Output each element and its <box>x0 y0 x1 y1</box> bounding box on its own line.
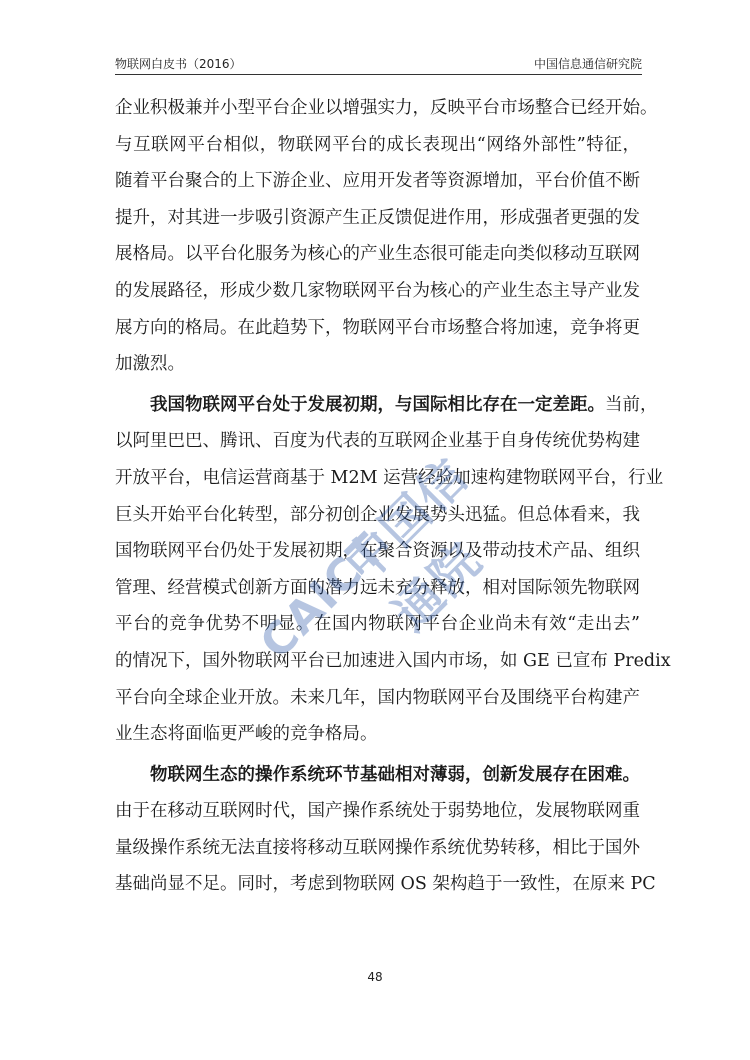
text-segment: 当前， <box>605 394 658 415</box>
text-line <box>115 643 671 680</box>
text-segment: 量级操作系统无法直接将移动互联网操作系统优势转移，相比于国外 <box>115 837 640 858</box>
page-header <box>115 52 642 75</box>
text-line <box>115 716 640 753</box>
text-segment: 与互联网平台相似，物联网平台的成长表现出“网络外部性”特征， <box>115 134 640 155</box>
text-line <box>115 163 640 200</box>
text-line <box>115 387 658 424</box>
text-segment: 平台向全球企业开放。未来几年，国内物联网平台及围绕平台构建产 <box>115 687 640 708</box>
text-segment: 企业积极兼并小型平台企业以增强实力，反映平台市场整合已经开始。 <box>115 98 658 118</box>
text-line <box>115 570 640 607</box>
text-line <box>115 533 640 570</box>
text-line <box>115 830 640 867</box>
paragraph <box>115 90 658 383</box>
text-segment: 展格局。以平台化服务为核心的产业生态很可能走向类似移动互联网 <box>115 244 640 265</box>
text-line <box>115 200 640 237</box>
text-line <box>115 497 640 534</box>
text-segment: 基础尚显不足。同时，考虑到物联网 OS 架构趋于一致性，在原来 PC <box>115 874 656 895</box>
text-line <box>115 460 664 497</box>
text-line <box>115 236 640 273</box>
document-body <box>115 90 671 907</box>
text-segment: 巨头开始平台化转型，部分初创企业发展势头迅猛。但总体看来，我 <box>115 504 640 525</box>
text-line <box>115 346 640 383</box>
text-segment: 随着平台聚合的上下游企业、应用开发者等资源增加，平台价值不断 <box>115 171 640 192</box>
bold-text: 物联网生态的操作系统环节基础相对薄弱，创新发展存在困难。 <box>150 764 640 785</box>
paragraph <box>115 757 656 903</box>
header-title: 物联网白皮书（2016） <box>115 57 242 71</box>
text-line <box>115 273 640 310</box>
page-number: 48 <box>367 970 383 984</box>
text-segment: 提升，对其进一步吸引资源产生正反馈促进作用，形成强者更强的发 <box>115 207 640 228</box>
text-line <box>115 310 640 347</box>
watermark-name: 中国信通院 <box>334 447 494 642</box>
text-line <box>115 606 640 643</box>
text-segment: 的情况下，国外物联网平台已加速进入国内市场，如 GE 已宣布 Predix <box>115 650 671 671</box>
text-line <box>115 680 640 717</box>
text-line <box>115 793 640 830</box>
text-segment: 的发展路径，形成少数几家物联网平台为核心的产业生态主导产业发 <box>115 280 640 301</box>
text-segment: 平台的竞争优势不明显。在国内物联网平台企业尚未有效“走出去” <box>115 614 640 635</box>
text-line <box>115 757 640 794</box>
text-segment: 国物联网平台仍处于发展初期，在聚合资源以及带动技术产品、组织 <box>115 541 640 562</box>
text-line <box>115 423 640 460</box>
text-segment: 开放平台，电信运营商基于 M2M 运营经验加速构建物联网平台，行业 <box>115 467 664 488</box>
watermark-logo: CAICT <box>250 523 397 669</box>
text-segment: 业生态将面临更严峻的竞争格局。 <box>115 724 378 745</box>
text-segment: 由于在移动互联网时代，国产操作系统处于弱势地位，发展物联网重 <box>115 801 640 822</box>
text-line <box>115 127 640 164</box>
text-line <box>115 866 656 903</box>
paragraph <box>115 387 671 753</box>
bold-text: 我国物联网平台处于发展初期，与国际相比存在一定差距。 <box>150 394 605 415</box>
text-segment: 展方向的格局。在此趋势下，物联网平台市场整合将加速，竞争将更 <box>115 317 640 338</box>
text-segment: 加激烈。 <box>115 354 185 375</box>
text-segment: 以阿里巴巴、腾讯、百度为代表的互联网企业基于自身传统优势构建 <box>115 431 640 452</box>
text-line <box>115 90 658 127</box>
header-organization: 中国信息通信研究院 <box>533 57 642 71</box>
text-segment: 管理、经营模式创新方面的潜力远未充分释放，相对国际领先物联网 <box>115 577 640 598</box>
